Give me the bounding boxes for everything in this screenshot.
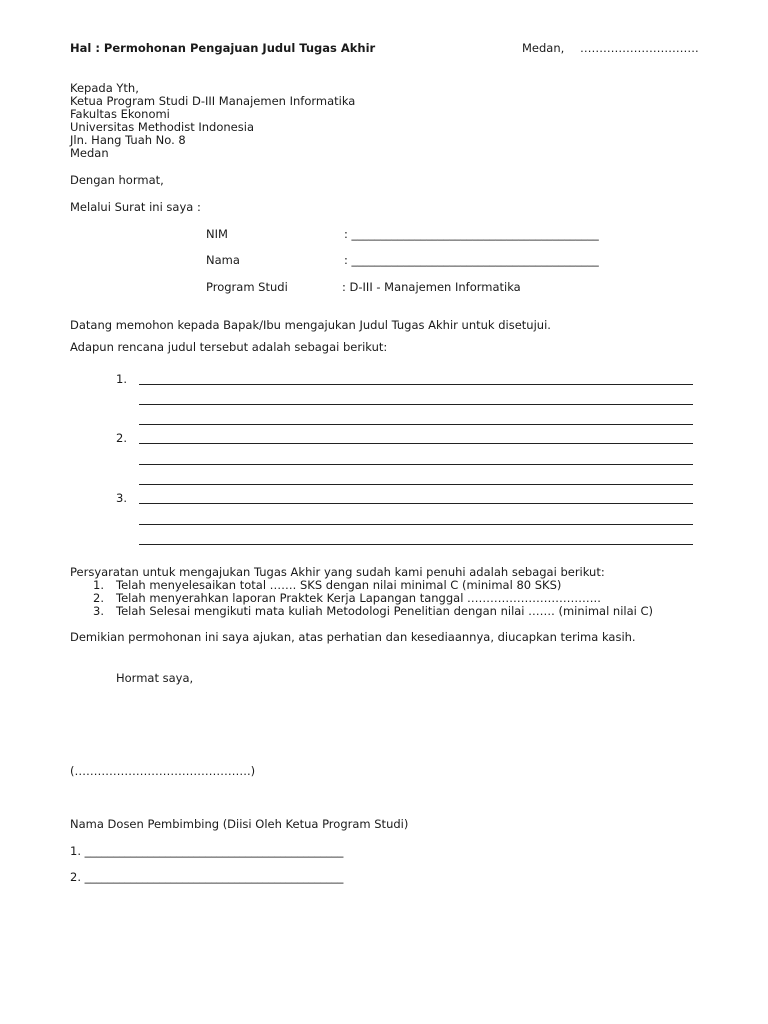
field-value-program-studi: : D-III - Manajemen Informatika [342, 280, 521, 294]
requirement-number: 2. [93, 591, 104, 605]
signature-placeholder[interactable]: (……………………………………….) [70, 764, 256, 778]
title-blank-line[interactable] [139, 524, 693, 525]
title-blank-line[interactable] [139, 484, 693, 485]
title-blank-line[interactable] [139, 503, 693, 504]
subject-line: Hal : Permohonan Pengajuan Judul Tugas Akhir [70, 41, 376, 55]
recipient-line: Ketua Program Studi D-III Manajemen Informatika [70, 94, 356, 108]
field-value-nama[interactable]: : ___________________________________________ [344, 253, 599, 267]
field-label-nama: Nama [206, 253, 240, 267]
requirement-text: Telah menyerahkan laporan Praktek Kerja Lapangan tanggal …………………………….. [116, 591, 601, 605]
field-label-program-studi: Program Studi [206, 280, 288, 294]
recipient-line: Jln. Hang Tuah No. 8 [70, 133, 186, 147]
recipient-line: Universitas Methodist Indonesia [70, 120, 254, 134]
closing-line: Demikian permohonan ini saya ajukan, atas perhatian dan kesediaannya, diucapkan terima kasih. [70, 630, 636, 644]
title-blank-line[interactable] [139, 443, 693, 444]
title-blank-line[interactable] [139, 424, 693, 425]
title-number: 1. [116, 372, 127, 386]
plan-line: Adapun rencana judul tersebut adalah sebagai berikut: [70, 340, 388, 354]
requirements-heading: Persyaratan untuk mengajukan Tugas Akhir yang sudah kami penuhi adalah sebagai berikut: [70, 565, 605, 579]
requirement-number: 1. [93, 578, 104, 592]
requirement-text: Telah menyelesaikan total ……. SKS dengan nilai minimal C (minimal 80 SKS) [116, 578, 562, 592]
title-blank-line[interactable] [139, 544, 693, 545]
requirement-text: Telah Selesai mengikuti mata kuliah Metodologi Penelitian dengan nilai ……. (minimal nilai C) [116, 604, 654, 618]
date-placeholder: …………………………. [580, 41, 699, 55]
title-number: 3. [116, 491, 127, 505]
field-label-nim: NIM [206, 227, 228, 241]
request-line: Datang memohon kepada Bapak/Ibu mengajukan Judul Tugas Akhir untuk disetujui. [70, 318, 551, 332]
greeting: Dengan hormat, [70, 173, 164, 187]
recipient-line: Kepada Yth, [70, 81, 139, 95]
intro-line: Melalui Surat ini saya : [70, 200, 201, 214]
requirement-number: 3. [93, 604, 104, 618]
city-label: Medan, [522, 41, 565, 55]
title-blank-line[interactable] [139, 404, 693, 405]
title-blank-line[interactable] [139, 384, 693, 385]
title-number: 2. [116, 431, 127, 445]
supervisor-heading: Nama Dosen Pembimbing (Diisi Oleh Ketua Program Studi) [70, 817, 409, 831]
title-blank-line[interactable] [139, 464, 693, 465]
signoff: Hormat saya, [116, 671, 194, 685]
supervisor-blank[interactable]: 2. _____________________________________________ [70, 870, 344, 884]
supervisor-blank[interactable]: 1. _____________________________________________ [70, 844, 344, 858]
recipient-line: Medan [70, 146, 109, 160]
field-value-nim[interactable]: : ___________________________________________ [344, 227, 599, 241]
recipient-line: Fakultas Ekonomi [70, 107, 170, 121]
